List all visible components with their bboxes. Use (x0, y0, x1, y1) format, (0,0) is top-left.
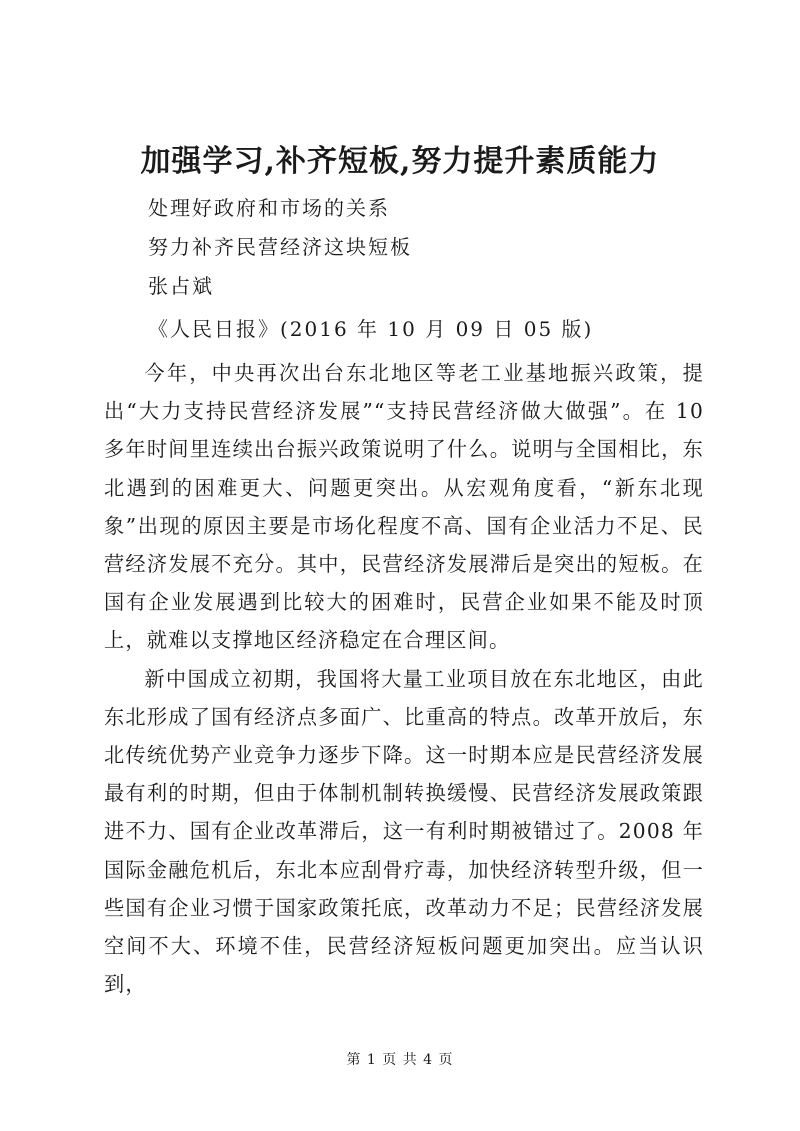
document-title: 加强学习,补齐短板,努力提升素质能力 (140, 144, 660, 179)
subtitle-line: 努力补齐民营经济这块短板 (148, 235, 412, 259)
body-paragraph: 新中国成立初期，我国将大量工业项目放在东北地区，由此东北形成了国有经济点多面广、比重高的特点。改革开放后，东北传统优势产业竞争力逐步下降。这一时期本应是民营经济发展最有利的时期，但由于体制机制转换缓慢、民营经济发展政策跟进不力、国有企业改革滞后，这一有利时期被错过了。2008 年国际金融危机后，东北本应刮骨疗毒，加快经济转型升级，但一些国有企业习惯于国家政策托底，改革动力不足；民营经济发展空间不大、环境不佳，民营经济短板问题更加突出。应当认识到， (104, 666, 704, 997)
subtitle-line: 处理好政府和市场的关系 (148, 196, 390, 220)
document-body (104, 354, 704, 1003)
source-citation: 《人民日报》(2016 年 10 月 09 日 05 版) (148, 317, 594, 341)
author-name: 张占斌 (148, 274, 214, 298)
body-paragraph: 今年，中央再次出台东北地区等老工业基地振兴政策，提出“大力支持民营经济发展”“支持民营经济做大做强”。在 10 多年时间里连续出台振兴政策说明了什么。说明与全国相比，东北遇到的困难更大、问题更突出。从宏观角度看，“新东北现象”出现的原因主要是市场化程度不高、国有企业活力不足、民营经济发展不充分。其中，民营经济发展滞后是突出的短板。在国有企业发展遇到比较大的困难时，民营企业如果不能及时顶上，就难以支撑地区经济稳定在合理区间。 (104, 361, 704, 653)
page-number-footer: 第 1 页 共 4 页 (346, 1052, 454, 1068)
